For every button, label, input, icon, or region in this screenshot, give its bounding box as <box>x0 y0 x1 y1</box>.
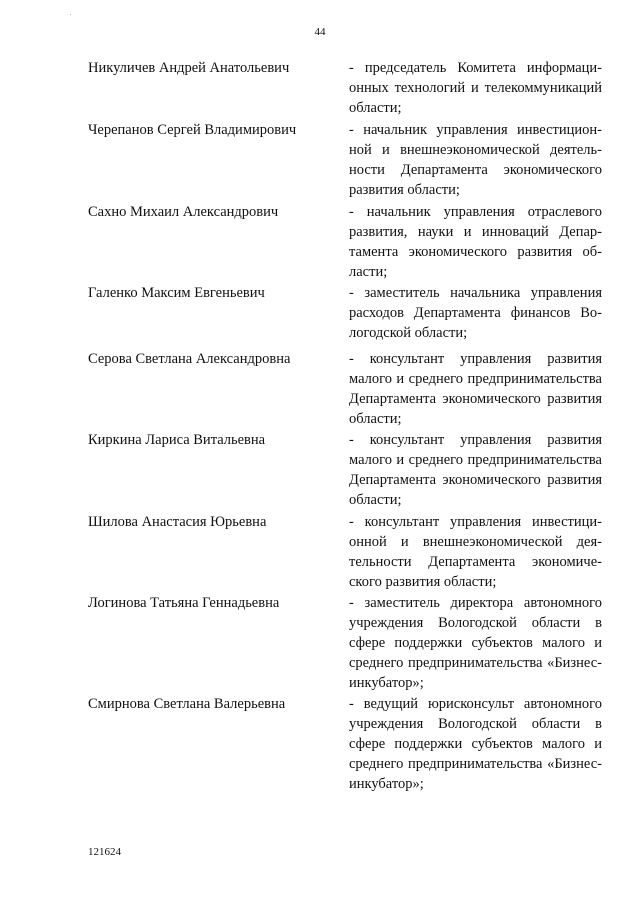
member-position: - ведущий юрисконсульт автономного учреждения Вологодской области в сфере поддержки субъектов малого и среднего предпринимательства «Бизнес-инкубатор»; <box>349 696 602 792</box>
member-name: Никуличев Андрей Анатольевич <box>88 60 290 76</box>
page-number: 44 <box>314 26 326 38</box>
member-name: Галенко Максим Евгеньевич <box>88 285 265 301</box>
member-position: - заместитель директора автономного учреждения Вологодской области в сфере поддержки субъектов малого и среднего предпринимательства «Бизнес-инкубатор»; <box>349 595 602 691</box>
member-name: Смирнова Светлана Валерьевна <box>88 696 286 712</box>
member-name: Киркина Лариса Витальевна <box>88 432 266 448</box>
member-name: Черепанов Сергей Владимирович <box>88 122 297 138</box>
member-position: - начальник управления отраслевого развития, науки и инноваций Департамента экономического развития области; <box>349 204 602 280</box>
member-name: Шилова Анастасия Юрьевна <box>88 514 267 530</box>
member-position: - председатель Комитета информационных технологий и телекоммуникаций области; <box>349 60 602 116</box>
member-name: Сахно Михаил Александрович <box>88 204 279 220</box>
member-position: - консультант управления развития малого и среднего предпринимательства Департамента экономического развития области; <box>349 432 602 508</box>
document-code: 121624 <box>88 846 121 858</box>
member-name: Серова Светлана Александровна <box>88 351 291 367</box>
member-position: - заместитель начальника управления расходов Департамента финансов Вологодской области; <box>349 285 602 341</box>
member-name: Логинова Татьяна Геннадьевна <box>88 595 280 611</box>
member-position: - начальник управления инвестиционной и внешнеэкономической деятельности Департамента экономического развития области; <box>349 122 602 198</box>
member-position: - консультант управления развития малого и среднего предпринимательства Департамента экономического развития области; <box>349 351 602 427</box>
scan-mark <box>70 14 71 15</box>
member-position: - консультант управления инвестиционной и внешнеэкономической деятельности Департамента экономического развития области; <box>349 514 602 590</box>
